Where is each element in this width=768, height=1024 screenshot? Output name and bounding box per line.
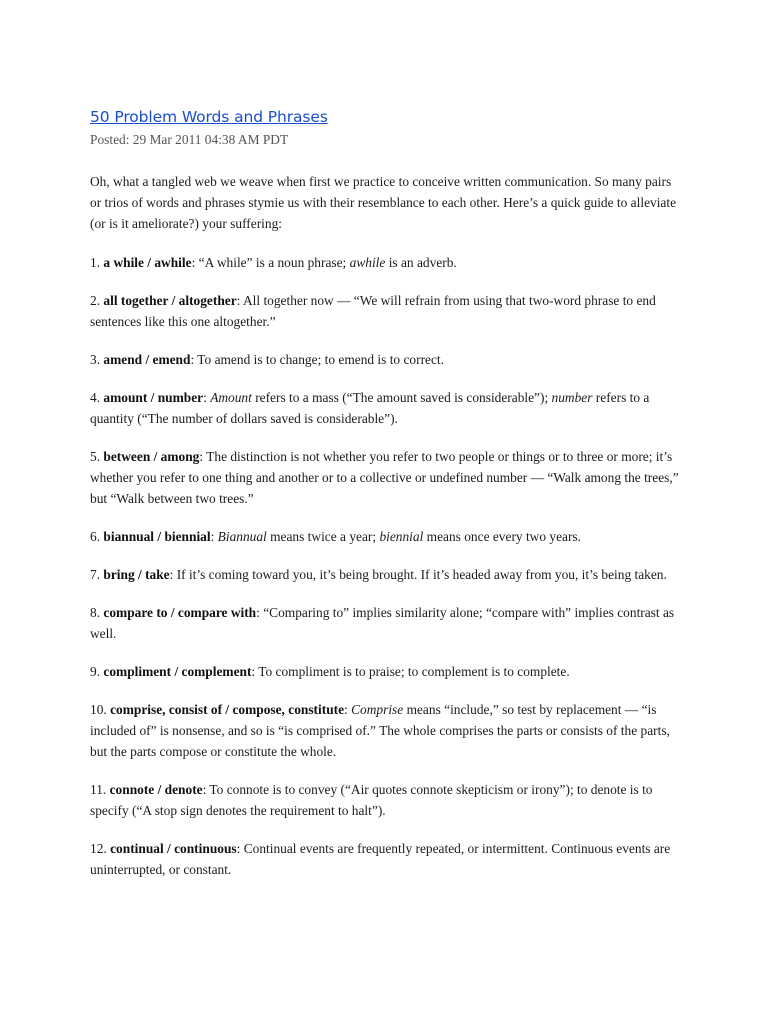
entry-text: : “Comparing to” implies similarity alone; “compare with” implies contrast as well.: [90, 605, 675, 641]
entry-term: amend / emend: [103, 352, 191, 367]
entry-item: [90, 661, 680, 682]
entry-number: 7.: [90, 567, 101, 582]
entry-emphasis: Amount: [210, 390, 252, 405]
entry-number: 11.: [90, 782, 107, 797]
entry-item: [90, 779, 680, 821]
entry-item: [90, 699, 680, 762]
entry-number: 6.: [90, 529, 101, 544]
post-title-link[interactable]: 50 Problem Words and Phrases: [90, 108, 328, 126]
entry-item: [90, 446, 680, 509]
entry-item: [90, 349, 680, 370]
entry-text: : To connote is to convey (“Air quotes connote skepticism or irony”); to denote is to specify (“A stop sign denotes the requirement to halt”).: [90, 782, 653, 818]
entry-term: compare to / compare with: [103, 605, 257, 620]
entry-term: continual / continuous: [110, 841, 237, 856]
entry-number: 10.: [90, 702, 107, 717]
entry-term: amount / number: [103, 390, 204, 405]
entry-term: comprise, consist of / compose, constitute: [110, 702, 345, 717]
entry-item: [90, 838, 680, 880]
entry-item: [90, 602, 680, 644]
entry-text: means twice a year;: [266, 529, 380, 544]
entry-emphasis: biennial: [379, 529, 424, 544]
entry-number: 8.: [90, 605, 101, 620]
entry-number: 5.: [90, 449, 101, 464]
entry-term: connote / denote: [109, 782, 203, 797]
entry-number: 9.: [90, 664, 101, 679]
entry-number: 2.: [90, 293, 101, 308]
entry-text: : All together now — “We will refrain from using that two-word phrase to end sentences like this one altogether.”: [90, 293, 656, 329]
entry-list: [90, 252, 680, 880]
posted-date: Posted: 29 Mar 2011 04:38 AM PDT: [90, 132, 289, 147]
entry-text: : To compliment is to praise; to complement is to complete.: [251, 664, 570, 679]
entry-text: means once every two years.: [423, 529, 581, 544]
entry-text: :: [210, 529, 218, 544]
entry-text: :: [344, 702, 352, 717]
entry-number: 12.: [90, 841, 107, 856]
entry-number: 1.: [90, 255, 101, 270]
entry-text: is an adverb.: [385, 255, 457, 270]
entry-text: refers to a quantity (“The number of dollars saved is considerable”).: [90, 390, 650, 426]
entry-emphasis: Comprise: [351, 702, 404, 717]
entry-term: biannual / biennial: [103, 529, 211, 544]
entry-item: [90, 290, 680, 332]
intro-paragraph: Oh, what a tangled web we weave when first we practice to conceive written communication. So many pairs or trios of words and phrases stymie us with their resemblance to each other. Here’s a quick guide to alleviate (or is it ameliorate?) your suffering:: [90, 174, 677, 231]
entry-term: all together / altogether: [103, 293, 237, 308]
entry-term: between / among: [103, 449, 200, 464]
entry-number: 4.: [90, 390, 101, 405]
entry-emphasis: awhile: [349, 255, 386, 270]
entry-text: : Continual events are frequently repeated, or intermittent. Continuous events are uninterrupted, or constant.: [90, 841, 671, 877]
entry-text: : To amend is to change; to emend is to correct.: [190, 352, 444, 367]
entry-text: : If it’s coming toward you, it’s being brought. If it’s headed away from you, it’s being taken.: [169, 567, 667, 582]
document-page: [90, 108, 680, 897]
entry-term: a while / awhile: [103, 255, 192, 270]
entry-term: bring / take: [103, 567, 170, 582]
entry-term: compliment / complement: [103, 664, 252, 679]
entry-item: [90, 252, 680, 273]
entry-text: : The distinction is not whether you refer to two people or things or to three or more; it’s whether you refer to one thing and another or to a collective or undefined number — “Walk among the trees,” but “Walk between two trees.”: [90, 449, 679, 506]
entry-text: :: [203, 390, 211, 405]
entry-text: refers to a mass (“The amount saved is considerable”);: [251, 390, 552, 405]
entry-item: [90, 526, 680, 547]
entry-emphasis: Biannual: [217, 529, 267, 544]
entry-number: 3.: [90, 352, 101, 367]
entry-text: : “A while” is a noun phrase;: [191, 255, 350, 270]
entry-emphasis: number: [551, 390, 593, 405]
entry-item: [90, 387, 680, 429]
entry-item: [90, 564, 680, 585]
entry-text: means “include,” so test by replacement — “is included of” is nonsense, and so is “is comprised of.” The whole comprises the parts or consists of the parts, but the parts compose or constitute the whole.: [90, 702, 670, 759]
